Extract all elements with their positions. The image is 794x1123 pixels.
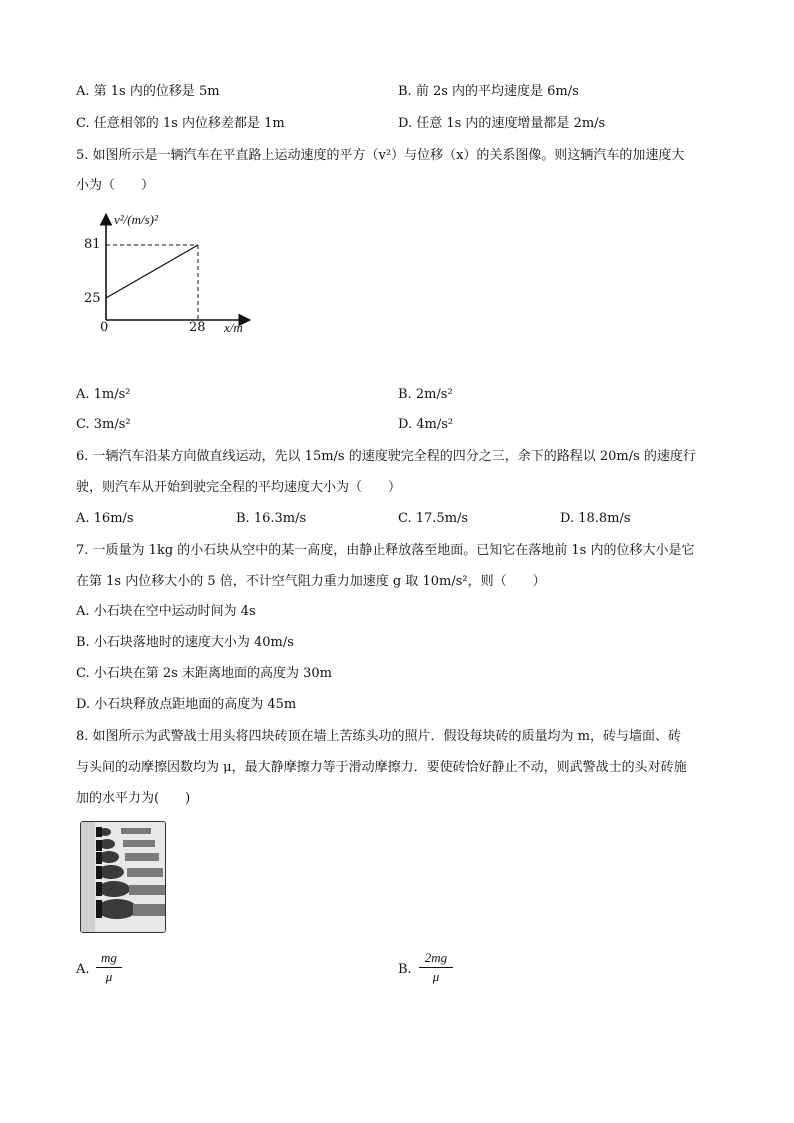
q5-option-c: C. 3m/s² (76, 417, 131, 432)
q6-stem-line-1: 6. 一辆汽车沿某方向做直线运动，先以 15m/s 的速度驶完全程的四分之三，余下的路程以 20m/s 的速度行 (76, 449, 696, 464)
q8-option-a-denominator: μ (105, 969, 113, 984)
q6-option-b: B. 16.3m/s (236, 511, 307, 526)
x-tick-28: 28 (189, 320, 206, 335)
q4-option-a: A. 第 1s 内的位移是 5m (76, 84, 220, 99)
q5-stem-line-1: 5. 如图所示是一辆汽车在平直路上运动速度的平方（v²）与位移（x）的关系图像。则这辆汽车的加速度大 (76, 148, 685, 163)
q8-stem-line-2: 与头间的动摩擦因数均为 μ，最大静摩擦力等于滑动摩擦力．要使砖恰好静止不动，则武警战士的头对砖施 (76, 760, 687, 775)
q6-stem-line-2: 驶，则汽车从开始到驶完全程的平均速度大小为（ ） (76, 480, 402, 495)
q7-option-a: A. 小石块在空中运动时间为 4s (76, 604, 256, 619)
v2-x-graph (78, 208, 268, 340)
q8-option-a-label: A. (76, 962, 90, 977)
q8-option-b-label: B. (398, 962, 412, 977)
q5-option-b: B. 2m/s² (398, 387, 453, 402)
y-tick-25: 25 (84, 291, 101, 306)
q7-option-d: D. 小石块释放点距地面的高度为 45m (76, 697, 297, 712)
q5-option-d: D. 4m/s² (398, 417, 454, 432)
soldiers-photo (80, 821, 166, 933)
origin-label: 0 (100, 320, 109, 335)
q8-stem-line-1: 8. 如图所示为武警战士用头将四块砖顶在墙上苦练头功的照片．假设每块砖的质量均为 m，砖与墙面、砖 (76, 729, 681, 744)
x-axis-label: x/m (224, 320, 243, 335)
q5-stem-line-2: 小为（ ） (76, 178, 155, 193)
data-line (106, 245, 198, 298)
q8-option-b-denominator: μ (432, 969, 440, 984)
q5-option-a: A. 1m/s² (76, 387, 131, 402)
q8-option-a-fraction (96, 950, 122, 985)
q7-option-c: C. 小石块在第 2s 末距离地面的高度为 30m (76, 666, 332, 681)
q7-stem-line-2: 在第 1s 内位移大小的 5 倍，不计空气阻力重力加速度 g 取 10m/s²，则（ ） (76, 574, 546, 589)
q7-option-b: B. 小石块落地时的速度大小为 40m/s (76, 635, 294, 650)
q6-option-c: C. 17.5m/s (398, 511, 469, 526)
q4-option-b: B. 前 2s 内的平均速度是 6m/s (398, 84, 579, 99)
q8-option-a-fraction-bar (96, 967, 122, 968)
y-tick-81: 81 (84, 237, 101, 252)
q6-option-a: A. 16m/s (76, 511, 134, 526)
q7-stem-line-1: 7. 一质量为 1kg 的小石块从空中的某一高度，由静止释放落至地面。已知它在落地前 1s 内的位移大小是它 (76, 543, 695, 558)
q8-stem-line-3: 加的水平力为( ) (76, 791, 191, 806)
soldiers-photo-illustration (81, 822, 165, 932)
q8-option-a-numerator: mg (101, 950, 117, 965)
q8-option-b-fraction-bar (419, 967, 453, 968)
q4-option-d: D. 任意 1s 内的速度增量都是 2m/s (398, 116, 606, 131)
q6-option-d: D. 18.8m/s (560, 511, 631, 526)
q8-option-b-numerator: 2mg (424, 950, 448, 965)
q8-option-b-fraction (419, 950, 453, 985)
q4-option-c: C. 任意相邻的 1s 内位移差都是 1m (76, 116, 285, 131)
y-axis-label: v²/(m/s)² (114, 212, 158, 227)
